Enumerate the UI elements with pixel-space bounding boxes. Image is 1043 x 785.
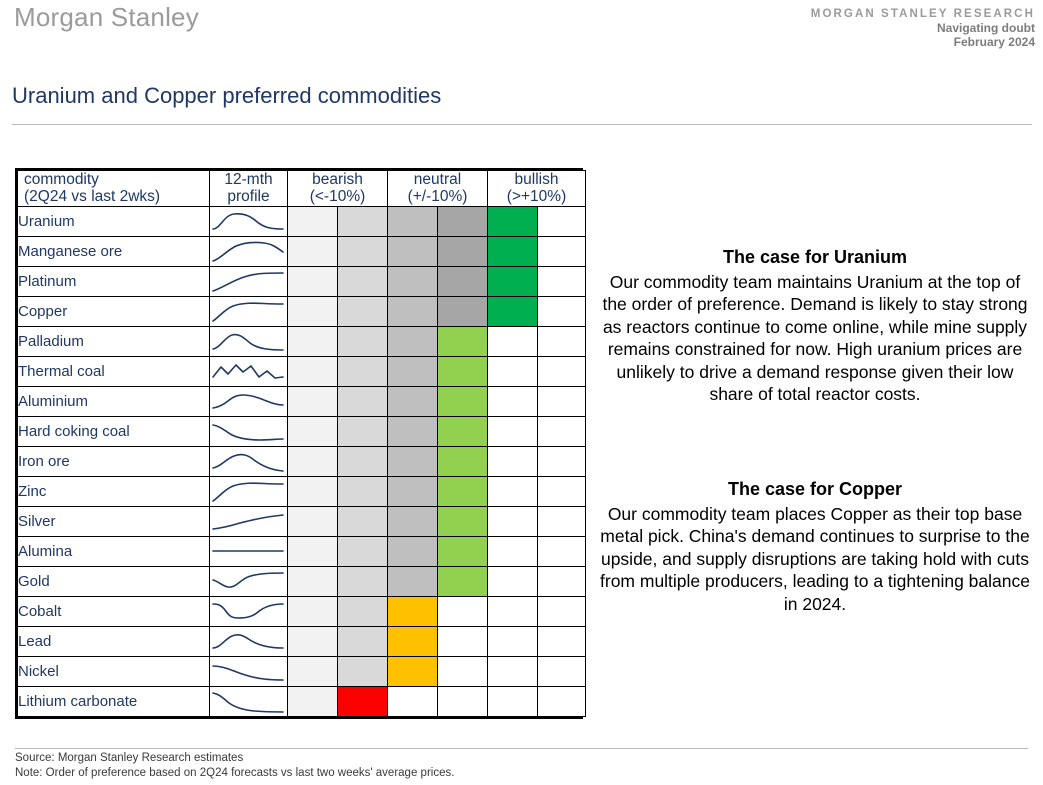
rating-cell-empty: [538, 416, 586, 446]
rating-cell-shade: [388, 506, 438, 536]
rating-cell-shade: [388, 206, 438, 236]
footer-divider: [15, 748, 1028, 749]
rating-cell-shade: [288, 656, 338, 686]
header-neutral: [388, 171, 488, 207]
rating-cell-empty: [538, 356, 586, 386]
table-row: [18, 296, 586, 326]
rating-cell-empty: [538, 506, 586, 536]
rating-cell-empty: [538, 266, 586, 296]
header-profile: [210, 171, 288, 207]
price-profile-sparkline: [210, 566, 288, 596]
matrix-table: [17, 170, 586, 717]
rating-cell-bullish: [488, 206, 538, 236]
header-neutral-line2: (+/-10%): [407, 188, 468, 206]
commodity-preference-table: [15, 168, 583, 719]
header-bullish: [488, 171, 586, 207]
rating-cell-empty: [438, 656, 488, 686]
rating-cell-shade: [338, 626, 388, 656]
commodity-name: Lithium carbonate: [18, 686, 210, 716]
table-row: [18, 566, 586, 596]
rating-cell-shade: [288, 296, 338, 326]
rating-cell-empty: [538, 326, 586, 356]
rating-cell-shade: [388, 326, 438, 356]
header-commodity-line1: commodity: [24, 171, 99, 188]
table-header-row: [18, 171, 586, 207]
rating-cell-shade: [338, 596, 388, 626]
table-row: [18, 506, 586, 536]
price-profile-sparkline: [210, 386, 288, 416]
commodity-name: Gold: [18, 566, 210, 596]
rating-cell-shade: [438, 266, 488, 296]
rating-cell-shade: [338, 386, 388, 416]
title-divider: [12, 124, 1032, 125]
rating-cell-shade: [388, 266, 438, 296]
header-profile-line2: profile: [227, 188, 270, 206]
rating-cell-neutral: [438, 566, 488, 596]
price-profile-sparkline: [210, 206, 288, 236]
commodity-name: Manganese ore: [18, 236, 210, 266]
rating-cell-shade: [388, 476, 438, 506]
commodity-name: Silver: [18, 506, 210, 536]
commodity-name: Nickel: [18, 656, 210, 686]
table-row: [18, 626, 586, 656]
table-row: [18, 356, 586, 386]
rating-cell-shade: [288, 356, 338, 386]
rating-cell-shade: [338, 656, 388, 686]
matrix-body: [18, 206, 586, 716]
rating-cell-shade: [388, 386, 438, 416]
source-note: Source: Morgan Stanley Research estimates: [15, 752, 244, 764]
price-profile-sparkline: [210, 476, 288, 506]
rating-cell-shade: [388, 536, 438, 566]
research-label: MORGAN STANLEY RESEARCH: [810, 8, 1035, 20]
commodity-name: Zinc: [18, 476, 210, 506]
report-subtitle: Navigating doubt: [937, 21, 1035, 35]
rating-cell-shade: [338, 536, 388, 566]
rating-cell-shade: [288, 446, 338, 476]
table-row: [18, 536, 586, 566]
rating-cell-empty: [538, 296, 586, 326]
rating-cell-empty: [488, 596, 538, 626]
rating-cell-shade: [338, 476, 388, 506]
case-uranium: [600, 246, 1030, 405]
table-row: [18, 266, 586, 296]
commodity-name: Alumina: [18, 536, 210, 566]
rating-cell-neutral: [438, 446, 488, 476]
table-row: [18, 686, 586, 716]
table-row: [18, 416, 586, 446]
price-profile-sparkline: [210, 266, 288, 296]
rating-cell-shade: [338, 326, 388, 356]
table-row: [18, 236, 586, 266]
rating-cell-shade: [438, 236, 488, 266]
header-bearish-line1: bearish: [312, 171, 363, 188]
header-bullish-line2: (>+10%): [506, 188, 567, 206]
rating-cell-empty: [488, 536, 538, 566]
rating-cell-shade: [338, 236, 388, 266]
commodity-name: Hard coking coal: [18, 416, 210, 446]
case-copper-body: Our commodity team places Copper as their top base metal pick. China's demand continues to surprise to the upside, and supply disruptions are taking hold with cuts from multiple producers, leading to a tightening balance in 2024.: [600, 504, 1030, 614]
rating-cell-shade: [438, 296, 488, 326]
case-copper-heading: The case for Copper: [727, 479, 903, 499]
rating-cell-empty: [488, 446, 538, 476]
price-profile-sparkline: [210, 416, 288, 446]
price-profile-sparkline: [210, 536, 288, 566]
rating-cell-neutral: [438, 506, 488, 536]
rating-cell-shade: [388, 416, 438, 446]
rating-cell-shade: [338, 416, 388, 446]
rating-cell-shade: [288, 326, 338, 356]
rating-cell-shade: [288, 686, 338, 716]
rating-cell-neutral: [438, 476, 488, 506]
table-row: [18, 446, 586, 476]
rating-cell-neutral: [388, 626, 438, 656]
rating-cell-empty: [438, 626, 488, 656]
commodity-name: Thermal coal: [18, 356, 210, 386]
rating-cell-shade: [288, 386, 338, 416]
rating-cell-shade: [288, 416, 338, 446]
rating-cell-shade: [338, 446, 388, 476]
rating-cell-shade: [288, 506, 338, 536]
rating-cell-empty: [488, 386, 538, 416]
rating-cell-empty: [488, 356, 538, 386]
rating-cell-shade: [288, 476, 338, 506]
rating-cell-shade: [338, 566, 388, 596]
commodity-name: Aluminium: [18, 386, 210, 416]
price-profile-sparkline: [210, 326, 288, 356]
header-bearish-line2: (<-10%): [309, 188, 366, 206]
header-commodity: [18, 171, 210, 207]
commodity-name: Iron ore: [18, 446, 210, 476]
rating-cell-empty: [538, 626, 586, 656]
page-title: Uranium and Copper preferred commodities: [12, 83, 442, 108]
rating-cell-bullish: [488, 296, 538, 326]
rating-cell-empty: [538, 386, 586, 416]
rating-cell-empty: [538, 236, 586, 266]
commodity-name: Copper: [18, 296, 210, 326]
rating-cell-empty: [488, 416, 538, 446]
commodity-name: Uranium: [18, 206, 210, 236]
price-profile-sparkline: [210, 596, 288, 626]
header-right-block: [811, 8, 1035, 49]
rating-cell-empty: [488, 656, 538, 686]
rating-cell-bullish: [488, 236, 538, 266]
rating-cell-empty: [538, 656, 586, 686]
rating-cell-shade: [338, 266, 388, 296]
rating-cell-shade: [288, 206, 338, 236]
commodity-name: Lead: [18, 626, 210, 656]
price-profile-sparkline: [210, 656, 288, 686]
rating-cell-shade: [438, 206, 488, 236]
rating-cell-shade: [388, 296, 438, 326]
rating-cell-empty: [488, 326, 538, 356]
rating-cell-neutral: [438, 386, 488, 416]
table-row: [18, 656, 586, 686]
rating-cell-neutral: [388, 596, 438, 626]
rating-cell-neutral: [438, 416, 488, 446]
commodity-name: Palladium: [18, 326, 210, 356]
rating-cell-shade: [288, 236, 338, 266]
header-profile-line1: 12-mth: [224, 171, 273, 188]
rating-cell-bullish: [488, 266, 538, 296]
rating-cell-shade: [388, 236, 438, 266]
rating-cell-shade: [388, 446, 438, 476]
price-profile-sparkline: [210, 296, 288, 326]
rating-cell-empty: [538, 476, 586, 506]
rating-cell-empty: [488, 506, 538, 536]
rating-cell-neutral: [438, 326, 488, 356]
header-bearish: [288, 171, 388, 207]
rating-cell-neutral: [388, 656, 438, 686]
rating-cell-empty: [488, 566, 538, 596]
rating-cell-neutral: [438, 536, 488, 566]
price-profile-sparkline: [210, 446, 288, 476]
price-profile-sparkline: [210, 686, 288, 716]
rating-cell-empty: [388, 686, 438, 716]
commodity-name: Cobalt: [18, 596, 210, 626]
rating-cell-empty: [488, 476, 538, 506]
commodity-name: Platinum: [18, 266, 210, 296]
price-profile-sparkline: [210, 236, 288, 266]
price-profile-sparkline: [210, 356, 288, 386]
rating-cell-bearish: [338, 686, 388, 716]
table-row: [18, 386, 586, 416]
rating-cell-shade: [338, 506, 388, 536]
report-date: February 2024: [953, 35, 1035, 49]
rating-cell-empty: [538, 446, 586, 476]
rating-cell-shade: [288, 266, 338, 296]
rating-cell-shade: [388, 356, 438, 386]
rating-cell-shade: [338, 356, 388, 386]
table-row: [18, 206, 586, 236]
rating-cell-empty: [538, 206, 586, 236]
header-bullish-line1: bullish: [514, 171, 559, 188]
rating-cell-empty: [488, 686, 538, 716]
rating-cell-empty: [538, 596, 586, 626]
rating-cell-shade: [288, 626, 338, 656]
rating-cell-empty: [438, 596, 488, 626]
rating-cell-shade: [388, 566, 438, 596]
rating-cell-shade: [288, 596, 338, 626]
rating-cell-neutral: [438, 356, 488, 386]
case-uranium-heading: The case for Uranium: [722, 247, 908, 267]
rating-cell-shade: [288, 536, 338, 566]
case-copper: [600, 478, 1030, 615]
case-uranium-body: Our commodity team maintains Uranium at the top of the order of preference. Demand is likely to stay strong as reactors continue to come online, while mine supply remains constrained for now. High uranium prices are unlikely to drive a demand response given their low share of total reactor costs.: [602, 272, 1028, 404]
rating-cell-shade: [288, 566, 338, 596]
rating-cell-empty: [538, 686, 586, 716]
rating-cell-empty: [438, 686, 488, 716]
price-profile-sparkline: [210, 506, 288, 536]
rating-cell-empty: [538, 536, 586, 566]
rating-cell-shade: [338, 206, 388, 236]
rating-cell-empty: [488, 626, 538, 656]
table-row: [18, 476, 586, 506]
morgan-stanley-logo: Morgan Stanley: [14, 2, 199, 32]
methodology-note: Note: Order of preference based on 2Q24 forecasts vs last two weeks' average prices.: [15, 767, 455, 779]
table-row: [18, 596, 586, 626]
price-profile-sparkline: [210, 626, 288, 656]
header-neutral-line1: neutral: [413, 171, 462, 188]
rating-cell-empty: [538, 566, 586, 596]
rating-cell-shade: [338, 296, 388, 326]
header-commodity-line2: (2Q24 vs last 2wks): [24, 188, 161, 206]
table-row: [18, 326, 586, 356]
